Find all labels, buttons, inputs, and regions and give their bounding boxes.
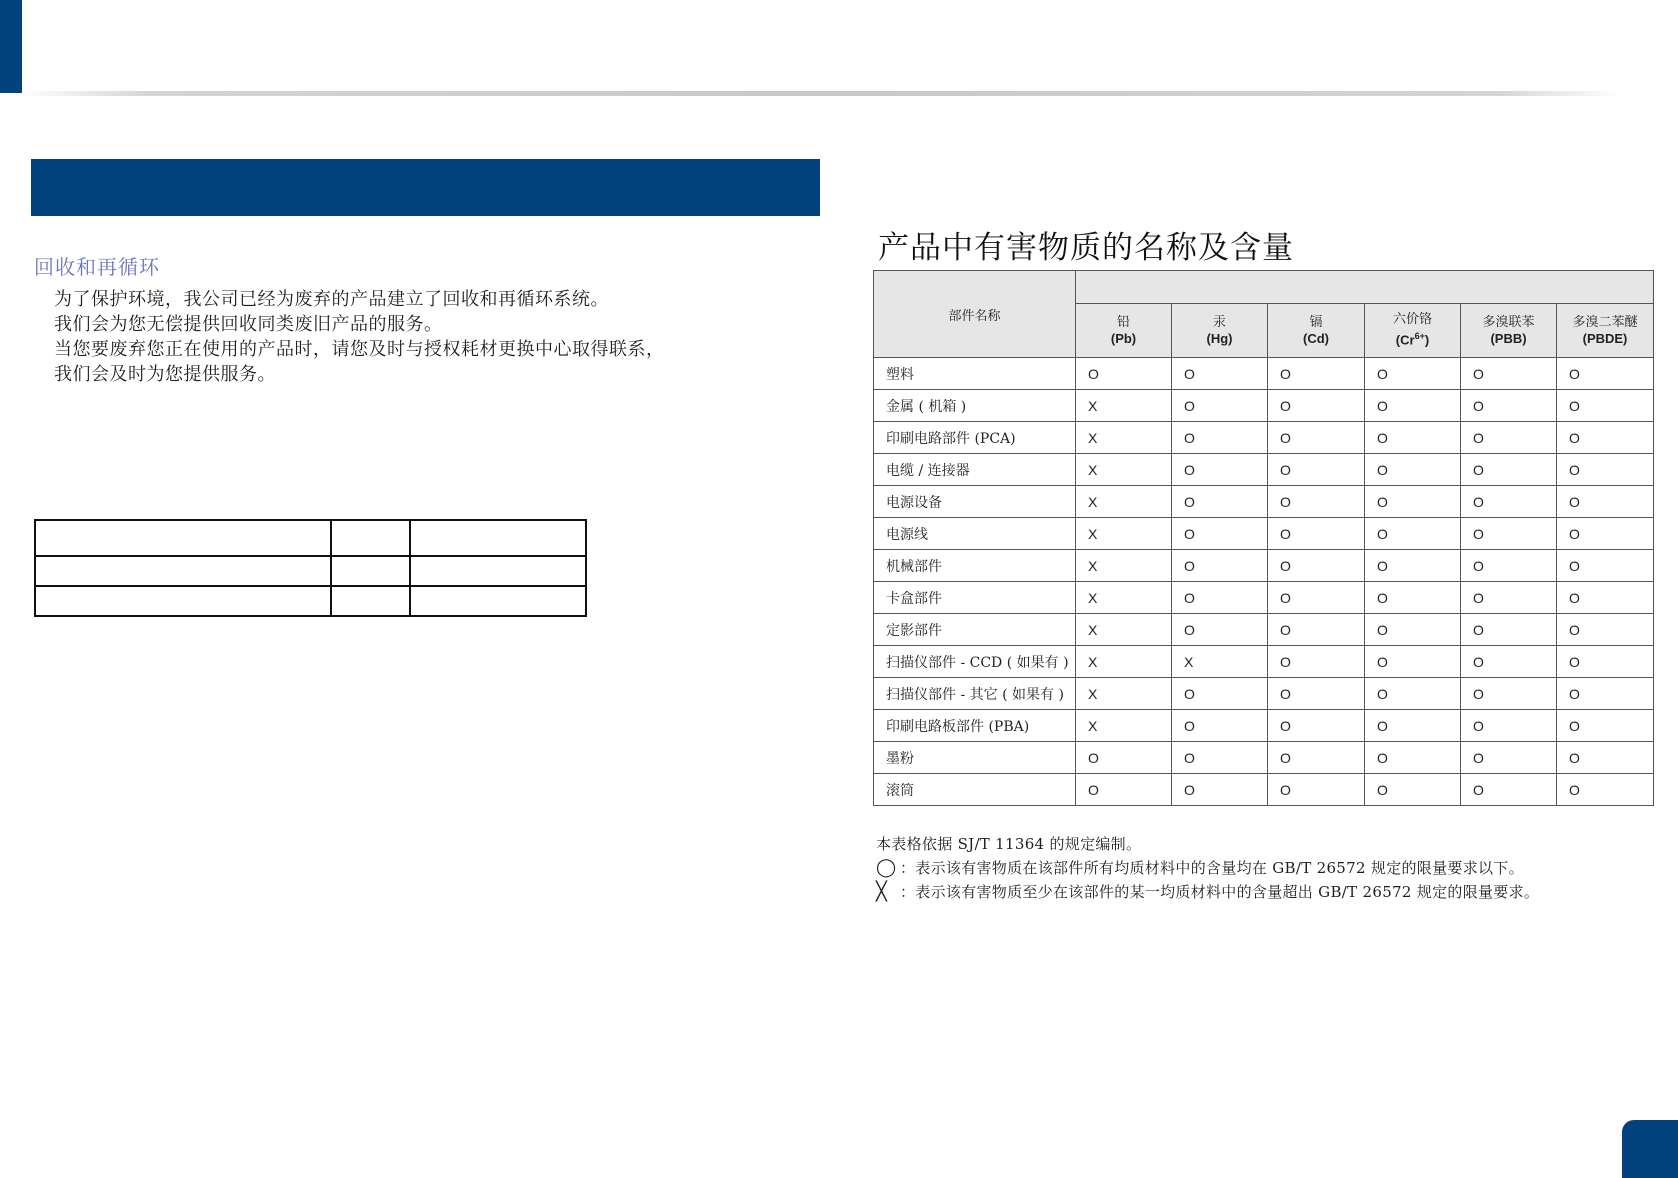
table-row: [35, 586, 586, 616]
substance-mark-cell: O: [1461, 710, 1557, 742]
substance-mark-cell: O: [1365, 454, 1461, 486]
substance-mark-cell: O: [1172, 390, 1268, 422]
part-name-cell: 扫描仪部件 - 其它 ( 如果有 ): [874, 678, 1076, 710]
table-cell: [35, 520, 331, 556]
substance-mark-cell: O: [1461, 774, 1557, 806]
substance-mark-cell: O: [1365, 742, 1461, 774]
substance-mark-cell: O: [1461, 582, 1557, 614]
substance-mark-cell: X: [1076, 646, 1172, 678]
part-name-cell: 电源线: [874, 518, 1076, 550]
circle-icon: ◯: [876, 857, 897, 878]
table-cell: [410, 586, 586, 616]
substance-mark-cell: O: [1461, 550, 1557, 582]
recycling-text: [54, 287, 774, 387]
substance-mark-cell: O: [1461, 390, 1557, 422]
recycling-line: 我们会及时为您提供服务。: [54, 364, 276, 385]
substance-mark-cell: O: [1557, 550, 1654, 582]
substance-mark-cell: O: [1557, 710, 1654, 742]
substance-mark-cell: X: [1076, 486, 1172, 518]
part-name-cell: 金属 ( 机箱 ): [874, 390, 1076, 422]
substance-mark-cell: O: [1076, 742, 1172, 774]
cross-icon: ╳: [876, 881, 888, 902]
table-row: [874, 390, 1654, 422]
substance-mark-cell: O: [1268, 582, 1365, 614]
part-name-cell: 电缆 / 连接器: [874, 454, 1076, 486]
substance-mark-cell: X: [1172, 646, 1268, 678]
table-notes: [876, 833, 1539, 904]
table-row: [874, 710, 1654, 742]
substance-mark-cell: O: [1461, 358, 1557, 390]
substance-mark-cell: O: [1268, 454, 1365, 486]
table-row: [874, 678, 1654, 710]
substance-mark-cell: O: [1557, 742, 1654, 774]
substance-mark-cell: O: [1268, 614, 1365, 646]
table-cell: [35, 586, 331, 616]
note-basis: 本表格依据 SJ/T 11364 的规定编制。: [876, 835, 1142, 853]
substance-mark-cell: O: [1268, 678, 1365, 710]
table-row: [35, 520, 586, 556]
page-corner-tab: [1622, 1120, 1678, 1178]
substance-mark-cell: O: [1557, 678, 1654, 710]
substance-mark-cell: O: [1172, 710, 1268, 742]
table-cell: [331, 556, 410, 586]
substance-mark-cell: O: [1557, 486, 1654, 518]
substance-header-pb: 铅 (Pb): [1076, 304, 1172, 358]
substance-mark-cell: O: [1557, 774, 1654, 806]
part-name-header: 部件名称: [874, 271, 1076, 358]
corner-tab: [0, 0, 22, 93]
substance-mark-cell: O: [1365, 614, 1461, 646]
substance-mark-cell: O: [1461, 678, 1557, 710]
substance-mark-cell: X: [1076, 518, 1172, 550]
substance-mark-cell: O: [1268, 358, 1365, 390]
note-cross-text: ：表示该有害物质至少在该部件的某一均质材料中的含量超出 GB/T 26572 规定的限量要求。: [900, 883, 1540, 901]
recycling-line: 当您要废弃您正在使用的产品时，请您及时与授权耗材更换中心取得联系，: [54, 339, 665, 360]
substance-mark-cell: O: [1365, 582, 1461, 614]
part-name-cell: 定影部件: [874, 614, 1076, 646]
substance-mark-cell: O: [1076, 358, 1172, 390]
substance-header-pbb: 多溴联苯 (PBB): [1461, 304, 1557, 358]
substance-mark-cell: O: [1172, 550, 1268, 582]
substance-mark-cell: O: [1268, 774, 1365, 806]
substance-mark-cell: O: [1172, 486, 1268, 518]
part-name-cell: 扫描仪部件 - CCD ( 如果有 ): [874, 646, 1076, 678]
part-name-cell: 塑料: [874, 358, 1076, 390]
substance-mark-cell: O: [1461, 646, 1557, 678]
part-name-cell: 机械部件: [874, 550, 1076, 582]
empty-contact-table: [34, 519, 587, 617]
substance-mark-cell: O: [1557, 582, 1654, 614]
table-cell: [331, 586, 410, 616]
recycling-line: 为了保护环境，我公司已经为废弃的产品建立了回收和再循环系统。: [54, 289, 609, 310]
substance-mark-cell: O: [1365, 422, 1461, 454]
substance-mark-cell: O: [1268, 550, 1365, 582]
substance-mark-cell: O: [1268, 422, 1365, 454]
substance-mark-cell: O: [1557, 614, 1654, 646]
substance-mark-cell: X: [1076, 710, 1172, 742]
table-row: [874, 742, 1654, 774]
header-divider: [22, 91, 1622, 96]
substance-mark-cell: O: [1268, 390, 1365, 422]
table-row: [874, 774, 1654, 806]
substance-mark-cell: O: [1557, 358, 1654, 390]
substance-mark-cell: O: [1365, 390, 1461, 422]
substance-mark-cell: O: [1172, 422, 1268, 454]
table-header-row: [874, 271, 1654, 304]
substance-mark-cell: O: [1268, 518, 1365, 550]
substance-mark-cell: O: [1557, 518, 1654, 550]
substance-mark-cell: O: [1365, 710, 1461, 742]
hazardous-substance-table: [873, 270, 1654, 806]
substance-mark-cell: O: [1461, 614, 1557, 646]
substance-mark-cell: X: [1076, 582, 1172, 614]
part-name-cell: 卡盒部件: [874, 582, 1076, 614]
substance-mark-cell: X: [1076, 422, 1172, 454]
substance-mark-cell: O: [1172, 678, 1268, 710]
part-name-cell: 滚筒: [874, 774, 1076, 806]
substance-mark-cell: O: [1461, 422, 1557, 454]
substance-mark-cell: X: [1076, 550, 1172, 582]
substance-mark-cell: O: [1461, 454, 1557, 486]
note-circle-text: ：表示该有害物质在该部件所有均质材料中的含量均在 GB/T 26572 规定的限量要求以下。: [900, 859, 1524, 877]
table-row: [874, 486, 1654, 518]
substance-mark-cell: O: [1268, 742, 1365, 774]
substance-mark-cell: O: [1268, 646, 1365, 678]
part-name-cell: 墨粉: [874, 742, 1076, 774]
substance-mark-cell: O: [1172, 614, 1268, 646]
table-row: [874, 358, 1654, 390]
table-cell: [331, 520, 410, 556]
substance-mark-cell: O: [1076, 774, 1172, 806]
table-cell: [35, 556, 331, 586]
substance-mark-cell: O: [1557, 454, 1654, 486]
substance-header-hg: 汞 (Hg): [1172, 304, 1268, 358]
substance-header-pbde: 多溴二苯醚 (PBDE): [1557, 304, 1654, 358]
note-cross: [876, 880, 1539, 904]
table-cell: [410, 520, 586, 556]
substance-mark-cell: O: [1365, 646, 1461, 678]
substance-header-cr6: 六价铬 $(Cr^{6+})$: [1365, 304, 1461, 358]
table-cell: [410, 556, 586, 586]
substance-mark-cell: O: [1557, 646, 1654, 678]
section-header-bar: [31, 159, 820, 216]
substance-mark-cell: O: [1365, 518, 1461, 550]
table-row: [874, 550, 1654, 582]
substance-mark-cell: O: [1172, 742, 1268, 774]
substance-mark-cell: O: [1365, 678, 1461, 710]
substance-mark-cell: O: [1365, 774, 1461, 806]
table-row: [874, 614, 1654, 646]
table-row: [874, 582, 1654, 614]
substance-mark-cell: O: [1172, 518, 1268, 550]
substance-mark-cell: O: [1461, 518, 1557, 550]
table-row: [35, 556, 586, 586]
substance-mark-cell: X: [1076, 678, 1172, 710]
recycling-title: 回收和再循环: [34, 255, 160, 279]
substance-mark-cell: X: [1076, 614, 1172, 646]
substance-mark-cell: O: [1557, 422, 1654, 454]
table-row: [874, 518, 1654, 550]
substance-mark-cell: O: [1172, 358, 1268, 390]
hazard-table-title: 产品中有害物质的名称及含量: [878, 230, 1294, 266]
substance-mark-cell: O: [1268, 486, 1365, 518]
substance-mark-cell: O: [1365, 550, 1461, 582]
table-row: [874, 646, 1654, 678]
table-row: [874, 422, 1654, 454]
recycling-line: 我们会为您无偿提供回收同类废旧产品的服务。: [54, 314, 443, 335]
part-name-cell: 印刷电路部件 (PCA): [874, 422, 1076, 454]
substance-mark-cell: O: [1268, 710, 1365, 742]
substance-mark-cell: X: [1076, 454, 1172, 486]
part-name-cell: 电源设备: [874, 486, 1076, 518]
substance-mark-cell: O: [1461, 742, 1557, 774]
substance-mark-cell: O: [1365, 358, 1461, 390]
substance-mark-cell: O: [1461, 486, 1557, 518]
substance-group-header: [1076, 271, 1654, 304]
substance-mark-cell: O: [1557, 390, 1654, 422]
substance-mark-cell: O: [1172, 454, 1268, 486]
substance-mark-cell: O: [1365, 486, 1461, 518]
table-row: [874, 454, 1654, 486]
substance-header-cd: 镉 (Cd): [1268, 304, 1365, 358]
note-circle: [876, 856, 1539, 880]
substance-mark-cell: X: [1076, 390, 1172, 422]
substance-mark-cell: O: [1172, 582, 1268, 614]
substance-mark-cell: O: [1172, 774, 1268, 806]
part-name-cell: 印刷电路板部件 (PBA): [874, 710, 1076, 742]
